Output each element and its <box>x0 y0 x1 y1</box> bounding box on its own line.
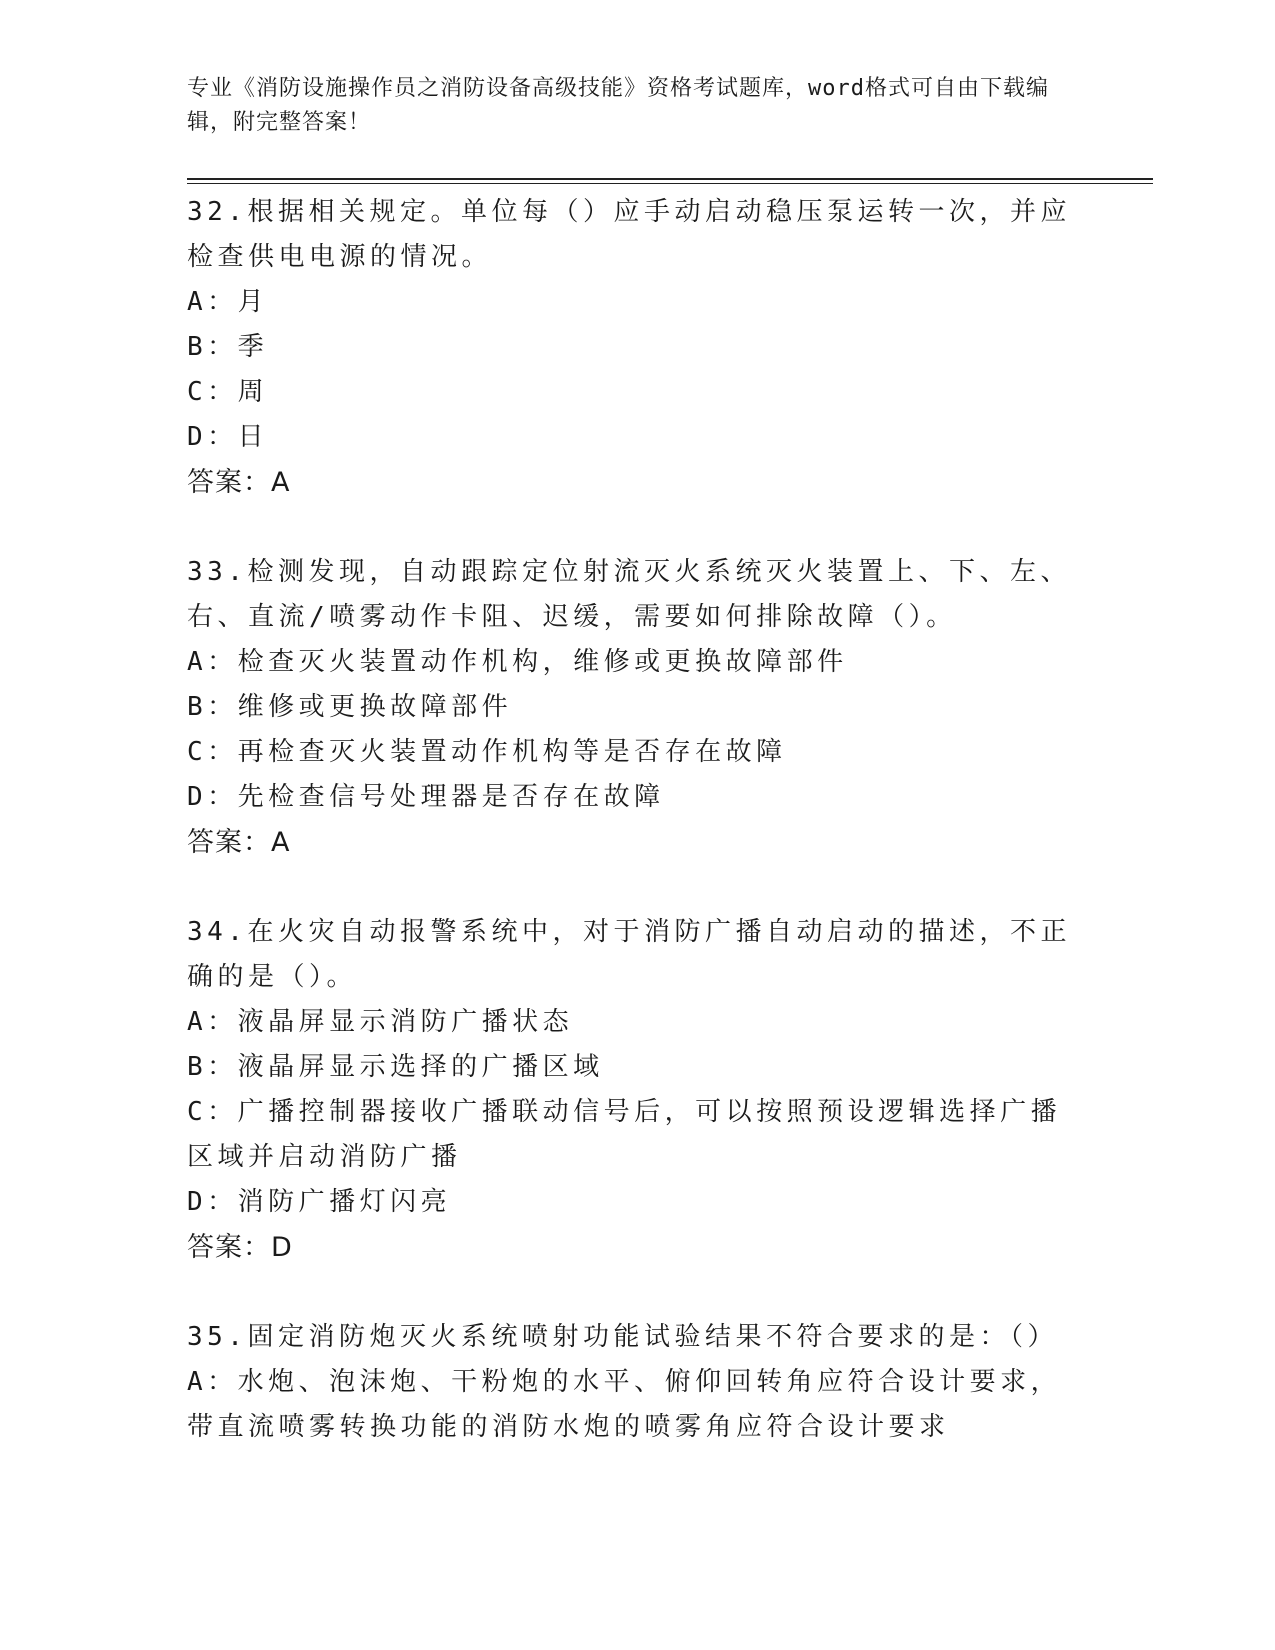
option-b: B：维修或更换故障部件 <box>187 692 513 722</box>
header-divider-thick <box>187 178 1153 180</box>
option-d: D：日 <box>187 422 269 452</box>
answer-label: 答案：A <box>187 827 291 858</box>
option-a: A：水炮、泡沫炮、干粉炮的水平、俯仰回转角应符合设计要求，带直流喷雾转换功能的消防水炮的喷雾角应符合设计要求 <box>187 1367 1062 1442</box>
option-c: C：周 <box>187 377 269 407</box>
question-stem: 32.根据相关规定。单位每（）应手动启动稳压泵运转一次，并应检查供电电源的情况。 <box>187 197 1071 272</box>
option-d: D：消防广播灯闪亮 <box>187 1187 452 1217</box>
option-c: C：广播控制器接收广播联动信号后，可以按照预设逻辑选择广播区域并启动消防广播 <box>187 1097 1062 1172</box>
option-a: A：液晶屏显示消防广播状态 <box>187 1007 574 1037</box>
answer-label: 答案：A <box>187 467 291 498</box>
question-stem: 33.检测发现，自动跟踪定位射流灭火系统灭火装置上、下、左、右、直流/喷雾动作卡阻、迟缓，需要如何排除故障（）。 <box>187 557 1071 632</box>
question-list <box>187 190 1087 1495</box>
option-a: A：检查灭火装置动作机构，维修或更换故障部件 <box>187 647 848 677</box>
option-c: C：再检查灭火装置动作机构等是否存在故障 <box>187 737 787 767</box>
question-stem: 35.固定消防炮灭火系统喷射功能试验结果不符合要求的是：（） <box>187 1322 1058 1352</box>
question-stem: 34.在火灾自动报警系统中，对于消防广播自动启动的描述，不正确的是（）。 <box>187 917 1071 992</box>
header-divider-thin <box>187 183 1153 184</box>
document-header: 专业《消防设施操作员之消防设备高级技能》资格考试题库，word格式可自由下载编辑，附完整答案！ <box>187 76 1049 135</box>
option-b: B：季 <box>187 332 269 362</box>
question-35 <box>187 1315 1087 1450</box>
option-d: D：先检查信号处理器是否存在故障 <box>187 782 665 812</box>
question-34 <box>187 910 1087 1270</box>
option-a: A：月 <box>187 287 269 317</box>
answer-label: 答案：D <box>187 1232 293 1263</box>
question-32 <box>187 190 1087 505</box>
option-b: B：液晶屏显示选择的广播区域 <box>187 1052 604 1082</box>
question-33 <box>187 550 1087 865</box>
